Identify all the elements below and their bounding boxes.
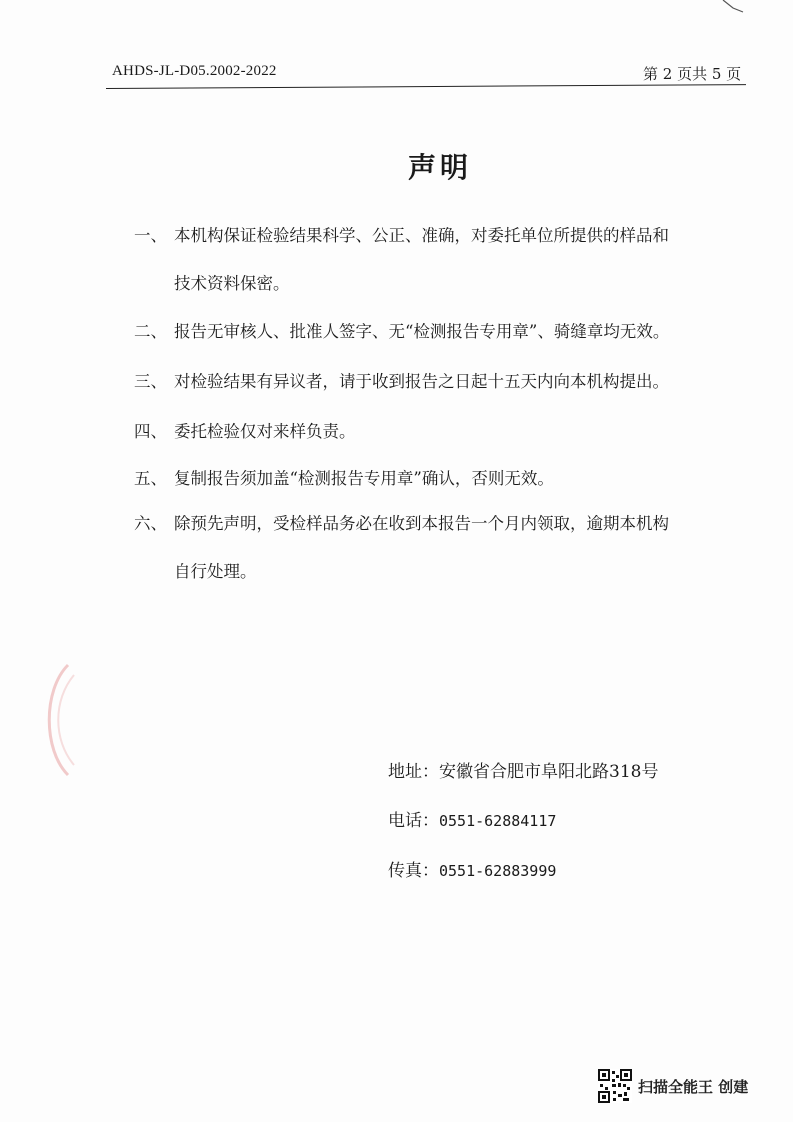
fax-label: 传真： <box>388 861 439 881</box>
statement-text: 对检验结果有异议者，请于收到报告之日起十五天内向本机构提出。 <box>174 372 669 391</box>
statement-item <box>134 308 744 356</box>
statement-marker: 五、 <box>134 469 167 488</box>
statement-continuation: 技术资料保密。 <box>174 274 290 293</box>
statement-marker: 六、 <box>134 514 167 533</box>
statement-text: 报告无审核人、批准人签字、无“检测报告专用章”、骑缝章均无效。 <box>174 322 670 341</box>
statement-item <box>134 455 744 503</box>
scanner-app-label: 扫描全能王 创建 <box>638 1077 749 1096</box>
statement-item <box>134 358 744 406</box>
qr-code-icon <box>598 1069 632 1103</box>
phone-line <box>388 806 556 831</box>
statement-text: 复制报告须加盖“检测报告专用章”确认，否则无效。 <box>174 469 554 488</box>
header-divider <box>106 84 746 89</box>
statement-marker: 二、 <box>134 322 167 341</box>
fax-value: 0551-62883999 <box>439 862 557 880</box>
statement-continuation: 自行处理。 <box>174 562 257 581</box>
address-line <box>388 757 658 782</box>
address-value: 安徽省合肥市阜阳北路318号 <box>439 762 659 782</box>
statement-text: 除预先声明，受检样品务必在收到本报告一个月内领取，逾期本机构 <box>174 514 669 533</box>
scanner-watermark <box>598 1069 748 1103</box>
phone-value: 0551-62884117 <box>439 812 557 830</box>
address-label: 地址： <box>388 762 439 782</box>
statement-marker: 三、 <box>134 372 167 391</box>
page-title: 声明 <box>407 151 472 184</box>
statement-item <box>134 212 744 308</box>
statement-text: 委托检验仅对来样负责。 <box>174 422 356 441</box>
page-indicator: 第 2 页共 5 页 <box>643 65 742 83</box>
statement-marker: 一、 <box>134 226 167 245</box>
fax-line <box>388 856 556 881</box>
document-code: AHDS-JL-D05.2002-2022 <box>112 63 277 79</box>
statement-item <box>134 500 744 596</box>
phone-label: 电话： <box>388 811 439 831</box>
statement-item <box>134 408 744 456</box>
page-corner-mark-icon <box>718 0 758 20</box>
statement-text: 本机构保证检验结果科学、公正、准确，对委托单位所提供的样品和 <box>174 226 669 245</box>
stamp-remnant-icon <box>38 660 78 780</box>
statement-marker: 四、 <box>134 422 167 441</box>
